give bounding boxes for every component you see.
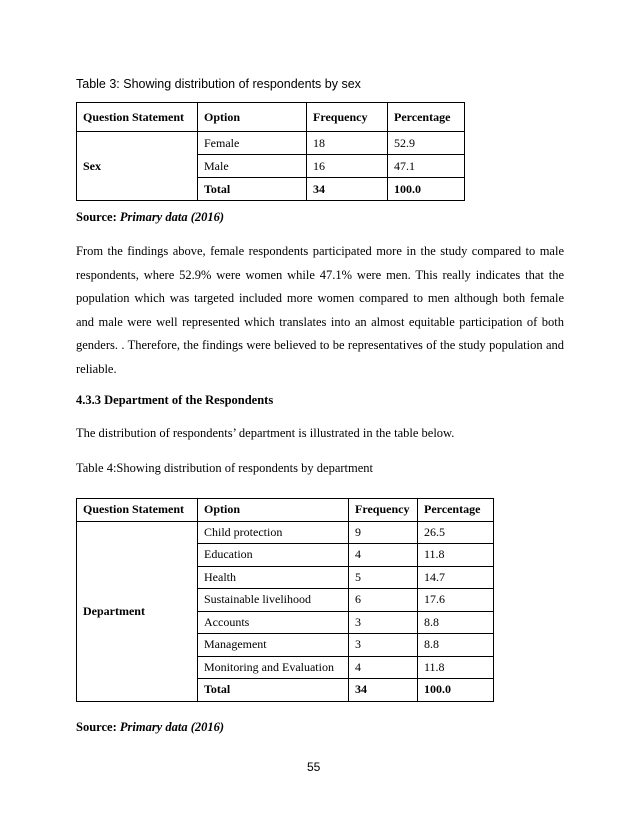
- table4-frequency: 3: [349, 634, 418, 657]
- table4: [76, 498, 494, 702]
- table3-option: Male: [198, 155, 307, 178]
- page-number: 55: [307, 760, 321, 774]
- table4-percentage: 17.6: [418, 589, 494, 612]
- table4-option: Child protection: [198, 521, 349, 544]
- table3-percentage: 47.1: [388, 155, 465, 178]
- table4-header-row: [77, 499, 494, 522]
- table4-option: Education: [198, 544, 349, 567]
- table4-option: Health: [198, 566, 349, 589]
- table4-frequency: 4: [349, 544, 418, 567]
- table3-total-frequency: 34: [307, 178, 388, 201]
- table4-option: Monitoring and Evaluation: [198, 656, 349, 679]
- table4-caption: Table 4:Showing distribution of respondents by department: [76, 461, 373, 475]
- source-note-1: [76, 210, 224, 225]
- table3-header-option: Option: [198, 103, 307, 132]
- table4-header-question: Question Statement: [77, 499, 198, 522]
- table3-header-percentage: Percentage: [388, 103, 465, 132]
- table3-frequency: 16: [307, 155, 388, 178]
- source-label: Source:: [76, 720, 117, 734]
- table3-total-label: Total: [198, 178, 307, 201]
- source-label: Source:: [76, 210, 117, 224]
- table4-header-percentage: Percentage: [418, 499, 494, 522]
- source-value: Primary data (2016): [119, 210, 225, 224]
- table4-option: Sustainable livelihood: [198, 589, 349, 612]
- findings-paragraph: From the findings above, female respondents participated more in the study compared to male respondents, where 52.9% were women while 47.1% were men. This really indicates that the population which was targeted included more women compared to men although both female and male were well represented which translates into an almost equitable participation of both genders. . Therefore, the findings were believed to be representatives of the study population and reliable.: [76, 244, 564, 376]
- intro-paragraph: The distribution of respondents’ department is illustrated in the table below.: [76, 426, 455, 440]
- source-value: Primary data (2016): [119, 720, 225, 734]
- table3-header-frequency: Frequency: [307, 103, 388, 132]
- source-note-2: [76, 720, 224, 735]
- table4-frequency: 9: [349, 521, 418, 544]
- table4-percentage: 11.8: [418, 656, 494, 679]
- table4-percentage: 8.8: [418, 634, 494, 657]
- table3-percentage: 52.9: [388, 132, 465, 155]
- section-heading: 4.3.3 Department of the Respondents: [76, 393, 274, 407]
- table3-frequency: 18: [307, 132, 388, 155]
- table4-frequency: 4: [349, 656, 418, 679]
- table3-group-label: Sex: [77, 132, 198, 201]
- table4-option: Accounts: [198, 611, 349, 634]
- table3: [76, 102, 465, 201]
- table4-frequency: 3: [349, 611, 418, 634]
- table4-option: Management: [198, 634, 349, 657]
- table4-total-percentage: 100.0: [418, 679, 494, 702]
- table4-total-label: Total: [198, 679, 349, 702]
- table4-percentage: 11.8: [418, 544, 494, 567]
- table4-frequency: 6: [349, 589, 418, 612]
- table3-option: Female: [198, 132, 307, 155]
- table4-percentage: 14.7: [418, 566, 494, 589]
- table4-header-frequency: Frequency: [349, 499, 418, 522]
- table4-percentage: 26.5: [418, 521, 494, 544]
- table4-total-frequency: 34: [349, 679, 418, 702]
- table4-header-option: Option: [198, 499, 349, 522]
- table3-caption: Table 3: Showing distribution of respondents by sex: [76, 77, 361, 91]
- table3-header-row: [77, 103, 465, 132]
- table4-frequency: 5: [349, 566, 418, 589]
- table4-group-label: Department: [77, 521, 198, 701]
- table3-header-question: Question Statement: [77, 103, 198, 132]
- table3-total-percentage: 100.0: [388, 178, 465, 201]
- table4-percentage: 8.8: [418, 611, 494, 634]
- table-row: [77, 521, 494, 544]
- table-row: [77, 132, 465, 155]
